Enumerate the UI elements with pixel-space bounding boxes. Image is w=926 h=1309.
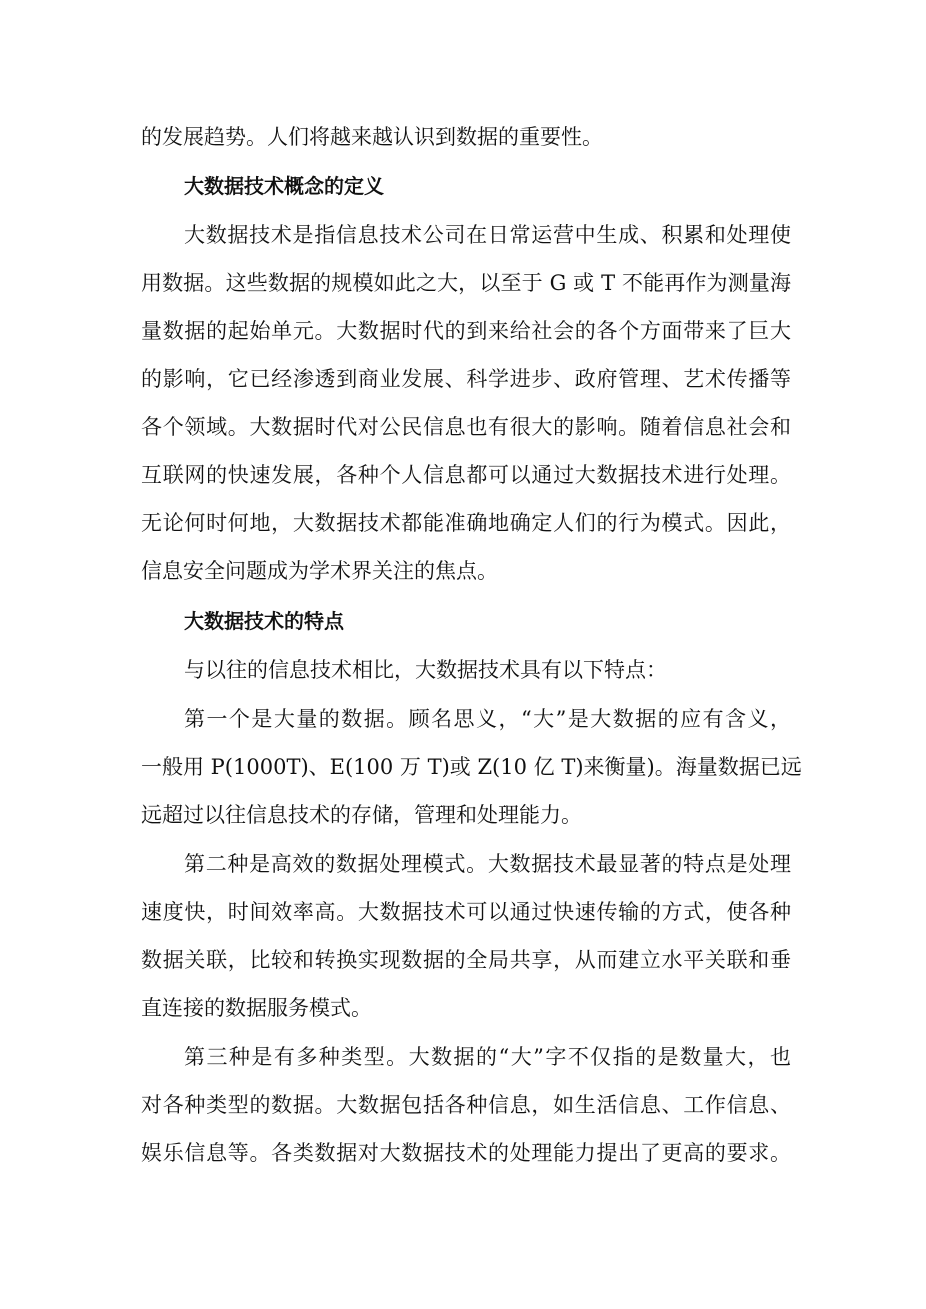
body-text-line: 的发展趋势。人们将越来越认识到数据的重要性。 <box>141 125 603 149</box>
section-heading: 大数据技术概念的定义 <box>184 174 384 198</box>
body-text-line: 与以往的信息技术相比，大数据技术具有以下特点： <box>184 658 667 682</box>
body-text-line: 量数据的起始单元。大数据时代的到来给社会的各个方面带来了巨大 <box>141 319 791 343</box>
body-text-line: 第一个是大量的数据。顾名思义，“大”是大数据的应有含义， <box>184 707 791 731</box>
body-text-line: 第三种是有多种类型。大数据的“大”字不仅指的是数量大，也 <box>184 1045 791 1069</box>
body-text-line: 大数据技术是指信息技术公司在日常运营中生成、积累和处理使 <box>184 223 791 247</box>
body-text-line: 直连接的数据服务模式。 <box>141 996 372 1020</box>
body-text-line: 第二种是高效的数据处理模式。大数据技术最显著的特点是处理 <box>184 852 791 876</box>
body-text-line: 的影响，它已经渗透到商业发展、科学进步、政府管理、艺术传播等 <box>141 367 791 391</box>
body-text-line: 互联网的快速发展，各种个人信息都可以通过大数据技术进行处理。 <box>141 463 791 487</box>
body-text-line: 娱乐信息等。各类数据对大数据技术的处理能力提出了更高的要求。 <box>141 1141 791 1165</box>
section-heading: 大数据技术的特点 <box>184 609 344 633</box>
body-text-line: 信息安全问题成为学术界关注的焦点。 <box>141 559 498 583</box>
body-text-line: 无论何时何地，大数据技术都能准确地确定人们的行为模式。因此， <box>141 511 791 535</box>
body-text-line: 各个领域。大数据时代对公民信息也有很大的影响。随着信息社会和 <box>141 415 791 439</box>
body-text-line: 对各种类型的数据。大数据包括各种信息，如生活信息、工作信息、 <box>141 1093 791 1117</box>
body-text-line: 速度快，时间效率高。大数据技术可以通过快速传输的方式，使各种 <box>141 900 791 924</box>
body-text-line: 用数据。这些数据的规模如此之大，以至于 G 或 T 不能再作为测量海 <box>141 271 791 295</box>
body-text-line: 数据关联，比较和转换实现数据的全局共享，从而建立水平关联和垂 <box>141 948 791 972</box>
body-text-line: 远超过以往信息技术的存储，管理和处理能力。 <box>141 803 582 827</box>
body-text-line: 一般用 P(1000T)、E(100 万 T)或 Z(10 亿 T)来衡量)。海量数据已远 <box>141 755 802 779</box>
